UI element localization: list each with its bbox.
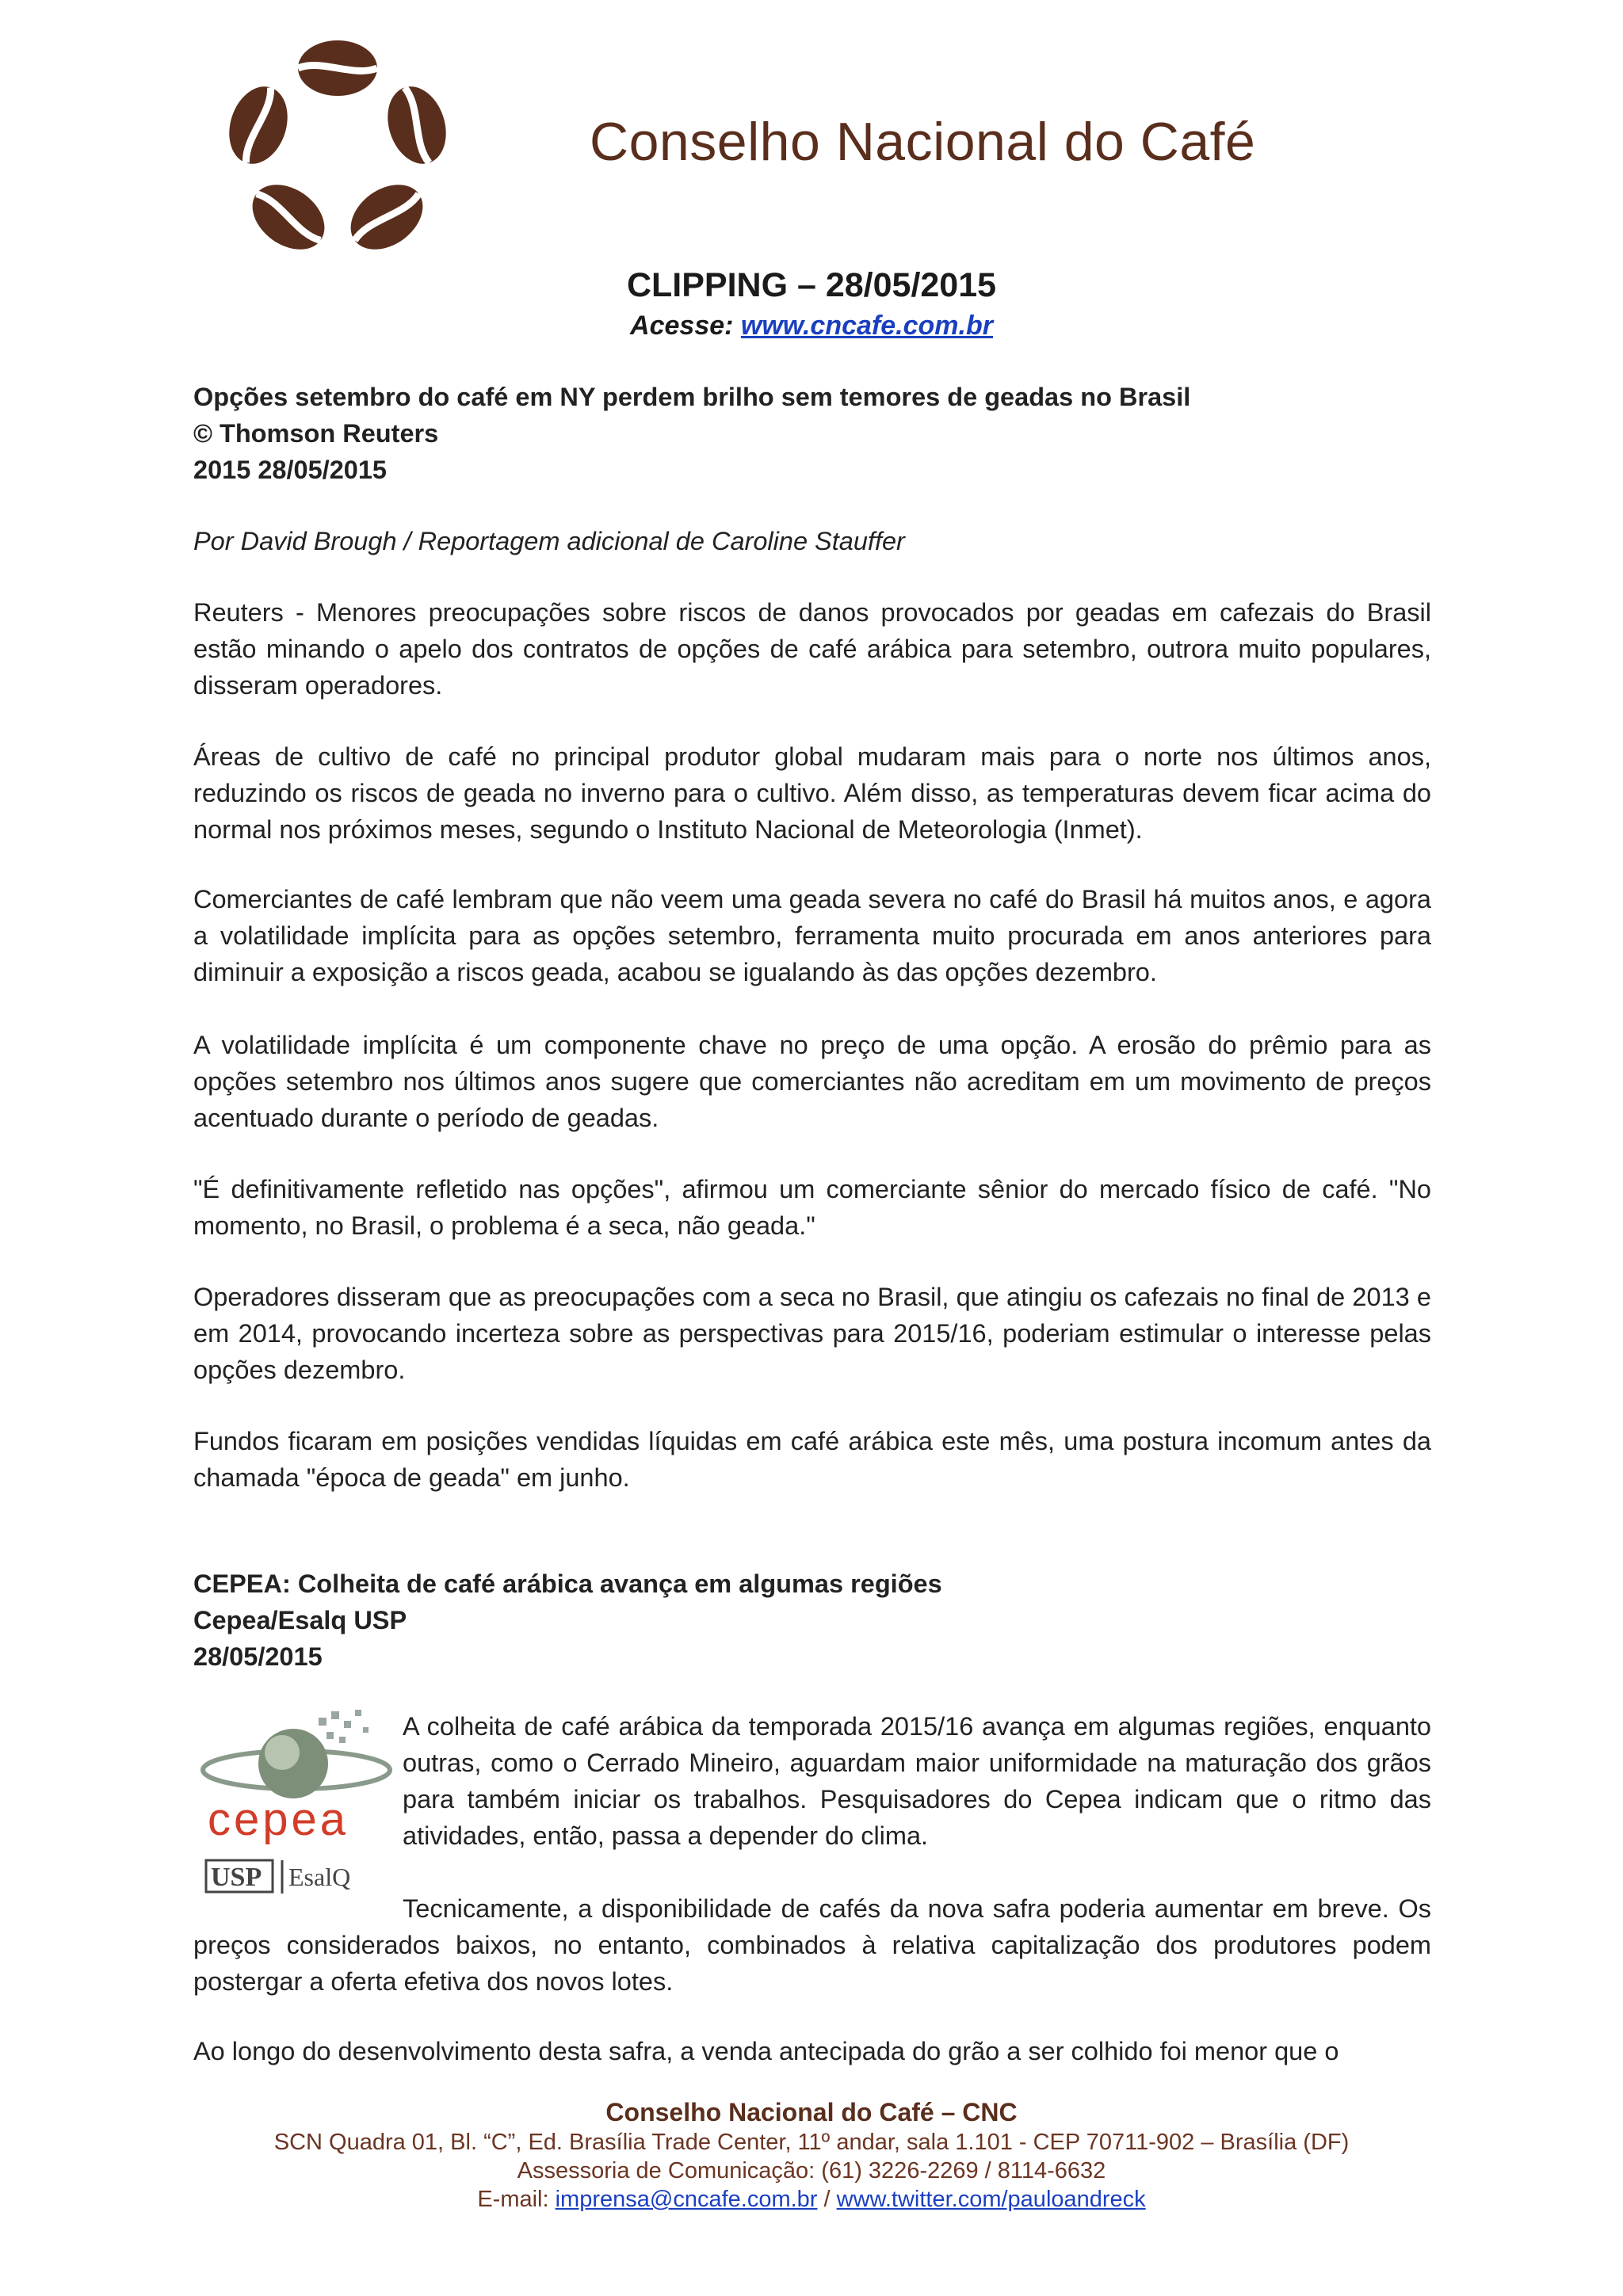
article1-paragraph: Áreas de cultivo de café no principal produtor global mudaram mais para o norte nos últimos anos, reduzindo os riscos de geada no inverno para o cultivo. Além disso, as temperaturas devem ficar acima do normal nos próximos meses, segundo o Instituto Nacional de Meteorologia (Inmet). bbox=[193, 742, 1431, 844]
article2-paragraph: A colheita de café arábica da temporada 2015/16 avança em algumas regiões, enquanto outras, como o Cerrado Mineiro, aguardam maior uniformidade na maturação dos grãos para também iniciar os trabalhos. Pesquisadores do Cepea indicam que o ritmo das atividades, então, passa a depender do clima. bbox=[403, 1712, 1431, 1850]
esalq-text: EsalQ bbox=[288, 1863, 351, 1891]
contact-separator: / bbox=[817, 2187, 837, 2212]
access-label: Acesse: bbox=[630, 311, 741, 341]
article2-paragraph: Tecnicamente, a disponibilidade de cafés da nova safra poderia aumentar em breve. Os preços considerados baixos, no entanto, combinados à relativa capitalização dos produtores podem postergar a oferta efetiva dos novos lotes. bbox=[193, 1894, 1431, 1996]
coffee-bean-lower-right bbox=[338, 171, 435, 262]
coffee-bean-right bbox=[378, 79, 455, 172]
footer-title: Conselho Nacional do Café – CNC bbox=[605, 2098, 1018, 2126]
article2-date: 28/05/2015 bbox=[193, 1642, 323, 1671]
org-title: Conselho Nacional do Café bbox=[590, 112, 1256, 172]
article1-source: © Thomson Reuters bbox=[193, 419, 439, 448]
twitter-link[interactable]: www.twitter.com/pauloandreck bbox=[836, 2187, 1146, 2212]
cepea-logo-text: cepea bbox=[208, 1794, 349, 1845]
clipping-title: CLIPPING – 28/05/2015 bbox=[626, 266, 997, 304]
article1-paragraph: Fundos ficaram em posições vendidas líquidas em café arábica este mês, uma postura incomum antes da chamada "época de geada" em junho. bbox=[193, 1427, 1431, 1492]
article2-source: Cepea/Esalq USP bbox=[193, 1606, 407, 1634]
email-label: E-mail: bbox=[477, 2187, 556, 2212]
email-link[interactable]: imprensa@cncafe.com.br bbox=[555, 2187, 818, 2212]
access-line bbox=[0, 311, 1623, 341]
article1-paragraph: Operadores disseram que as preocupações com a seca no Brasil, que atingiu os cafezais no final de 2013 e em 2014, provocando incerteza sobre as perspectivas para 2015/16, poderiam estimular o interesse pelas opções dezembro. bbox=[193, 1283, 1431, 1384]
article1-date: 2015 28/05/2015 bbox=[193, 456, 387, 484]
article1-paragraph: "É definitivamente refletido nas opções", afirmou um comerciante sênior do mercado físico de café. "No momento, no Brasil, o problema é a seca, não geada." bbox=[193, 1175, 1431, 1240]
coffee-bean-left bbox=[220, 79, 296, 172]
article2-headline: CEPEA: Colheita de café arábica avança em algumas regiões bbox=[193, 1569, 942, 1598]
site-link[interactable]: www.cncafe.com.br bbox=[740, 311, 993, 341]
article1-headline: Opções setembro do café em NY perdem brilho sem temores de geadas no Brasil bbox=[193, 383, 1191, 411]
article1-paragraph: Reuters - Menores preocupações sobre riscos de danos provocados por geadas em cafezais do Brasil estão minando o apelo dos contratos de opções de café arábica para setembro, outrora muito populares, disseram operadores. bbox=[193, 598, 1431, 700]
cepea-logo bbox=[200, 1702, 399, 1900]
article1-paragraph: Comerciantes de café lembram que não veem uma geada severa no café do Brasil há muitos anos, e agora a volatilidade implícita para as opções setembro, ferramenta muito procurada em anos anteriores para diminuir a exposição a riscos geada, acabou se igualando às das opções dezembro. bbox=[193, 885, 1431, 986]
cnc-coffee-logo bbox=[219, 22, 456, 271]
footer-address: SCN Quadra 01, Bl. “C”, Ed. Brasília Trade Center, 11º andar, sala 1.101 - CEP 70711-902 – Brasília (DF) bbox=[273, 2130, 1350, 2155]
footer-contact bbox=[0, 2185, 1623, 2214]
page-footer bbox=[0, 2096, 1623, 2214]
article1-header bbox=[193, 379, 1431, 488]
coffee-bean-lower-left bbox=[240, 171, 337, 262]
article1-byline: Por David Brough / Reportagem adicional de Caroline Stauffer bbox=[193, 527, 905, 555]
usp-text: USP bbox=[211, 1863, 262, 1892]
article1-paragraph: A volatilidade implícita é um componente chave no preço de uma opção. A erosão do prêmio para as opções setembro nos últimos anos sugere que comerciantes não acreditam em um movimento de preços acentuado durante o período de geadas. bbox=[193, 1031, 1431, 1132]
coffee-bean-top bbox=[298, 40, 377, 96]
article2-header bbox=[193, 1566, 1431, 1675]
article2-paragraph: Ao longo do desenvolvimento desta safra, a venda antecipada do grão a ser colhido foi menor que o bbox=[193, 2037, 1339, 2065]
footer-phone: Assessoria de Comunicação: (61) 3226-2269 / 8114-6632 bbox=[517, 2158, 1106, 2183]
